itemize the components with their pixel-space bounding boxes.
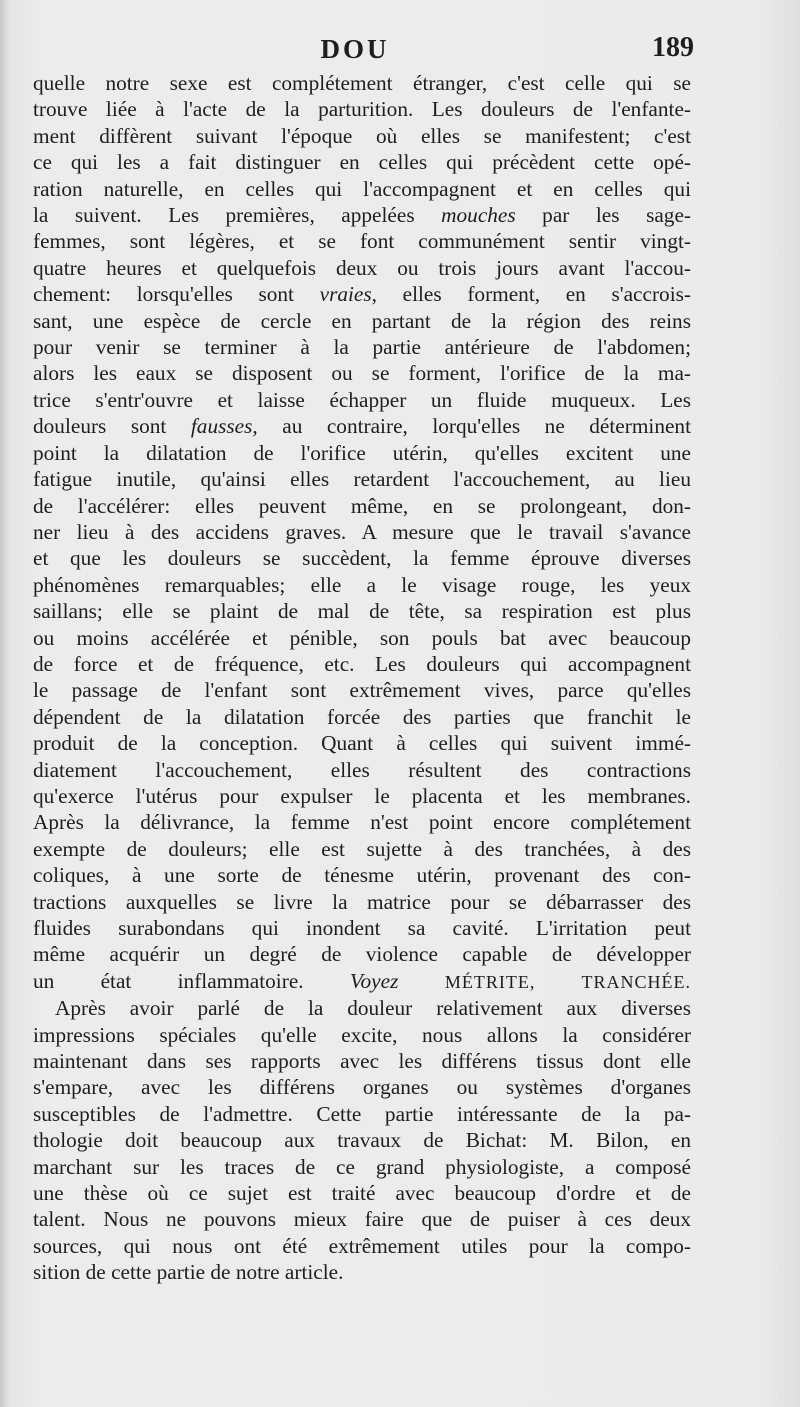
- text-segment: douleurs sont: [33, 414, 191, 439]
- text-line: ration naturelle, en celles qui l'accompagnent et en celles qui: [33, 176, 691, 201]
- text-line: s'empare, avec les différens organes ou systèmes d'organes: [33, 1075, 691, 1100]
- running-head: DOU: [320, 34, 390, 64]
- text-line: femmes, sont légères, et se font communément sentir vingt-: [33, 229, 691, 254]
- text-line: le passage de l'enfant sont extrêmement vives, parce qu'elles: [33, 678, 691, 703]
- voyez-word: Voyez: [349, 968, 399, 993]
- text-segment: chement: lorsqu'elles sont: [33, 282, 320, 307]
- text-segment: la suivent. Les premières, appelées: [33, 203, 442, 228]
- text-line: [33, 202, 691, 228]
- text-line: susceptibles de l'admettre. Cette partie intéressante de la pa-: [33, 1101, 691, 1126]
- text-line: une thèse où ce sujet est traité avec beaucoup d'ordre et de: [33, 1181, 691, 1206]
- text-line: ner lieu à des accidens graves. A mesure que le travail s'avance: [33, 519, 691, 544]
- paragraph-1-last-line: [33, 968, 691, 995]
- text-line: ment diffèrent suivant l'époque où elles se manifestent; c'est: [33, 123, 691, 148]
- text-line: ce qui les a fait distinguer en celles qui précèdent cette opé-: [33, 150, 691, 175]
- text-segment: , elles forment, en s'accrois-: [371, 282, 691, 307]
- cross-reference: MÉTRITE, TRANCHÉE.: [398, 971, 691, 992]
- text-line: sant, une espèce de cercle en partant de la région des reins: [33, 308, 691, 333]
- text-line: talent. Nous ne pouvons mieux faire que de puiser à ces deux: [33, 1207, 691, 1232]
- text-line: phénomènes remarquables; elle a le visage rouge, les yeux: [33, 572, 691, 597]
- text-line: qu'exerce l'utérus pour expulser le placenta et les membranes.: [33, 783, 691, 808]
- text-segment: , au contraire, lorqu'elles ne déterminent: [252, 414, 691, 439]
- text-line: alors les eaux se disposent ou se forment, l'orifice de la ma-: [33, 361, 691, 386]
- text-line: trice s'entr'ouvre et laisse échapper un fluide muqueux. Les: [33, 387, 691, 412]
- text-line: diatement l'accouchement, elles résultent des contractions: [33, 757, 691, 782]
- text-line: pour venir se terminer à la partie antérieure de l'abdomen;: [33, 335, 691, 360]
- text-line: fatigue inutile, qu'ainsi elles retardent l'accouchement, au lieu: [33, 467, 691, 492]
- text-line: même acquérir un degré de violence capable de développer: [33, 942, 691, 967]
- text-line: tractions auxquelles se livre la matrice pour se débarrasser des: [33, 889, 691, 914]
- text-line: sition de cette partie de notre article.: [33, 1260, 344, 1285]
- text-line: de force et de fréquence, etc. Les douleurs qui accompagnent: [33, 651, 691, 676]
- text-line: coliques, à une sorte de ténesme utérin, provenant des con-: [33, 863, 691, 888]
- text-line: thologie doit beaucoup aux travaux de Bichat: M. Bilon, en: [33, 1128, 691, 1153]
- text-line: sources, qui nous ont été extrêmement utiles pour la compo-: [33, 1233, 691, 1258]
- text-line: produit de la conception. Quant à celles qui suivent immé-: [33, 731, 691, 756]
- text-line: quatre heures et quelquefois deux ou trois jours avant l'accou-: [33, 255, 691, 280]
- text-line: et que les douleurs se succèdent, la femme éprouve diverses: [33, 546, 691, 571]
- italic-term: fausses: [190, 414, 253, 439]
- text-line: fluides surabondans qui inondent sa cavité. L'irritation peut: [33, 916, 691, 940]
- paragraph-2: [33, 995, 691, 1285]
- text-segment: par les sage-: [515, 203, 691, 228]
- text-line: quelle notre sexe est complétement étranger, c'est celle qui se: [33, 71, 691, 95]
- text-line: [33, 413, 691, 439]
- text-line: maintenant dans ses rapports avec les différens tissus dont elle: [33, 1049, 691, 1074]
- text-line: [33, 281, 691, 307]
- text-line: exempte de douleurs; elle est sujette à des tranchées, à des: [33, 836, 691, 861]
- text-line: marchant sur les traces de ce grand physiologiste, a composé: [33, 1154, 691, 1179]
- body-text: [33, 70, 691, 1286]
- text-line: ou moins accélérée et pénible, son pouls bat avec beaucoup: [33, 625, 691, 650]
- text-line: saillans; elle se plaint de mal de tête, sa respiration est plus: [33, 599, 691, 624]
- text-line: de l'accélérer: elles peuvent même, en se prolongeant, don-: [33, 493, 691, 518]
- text-line: trouve liée à l'acte de la parturition. Les douleurs de l'enfante-: [33, 97, 691, 122]
- text-line: point la dilatation de l'orifice utérin, qu'elles excitent une: [33, 440, 691, 465]
- text-line: impressions spéciales qu'elle excite, nous allons la considérer: [33, 1022, 691, 1047]
- text-line: Après la délivrance, la femme n'est point encore complétement: [33, 810, 691, 835]
- page-number: 189: [652, 32, 694, 63]
- page-header: [0, 34, 800, 74]
- italic-term: mouches: [441, 203, 516, 228]
- text-line: dépendent de la dilatation forcée des parties que franchit le: [33, 704, 691, 729]
- text-line: Après avoir parlé de la douleur relativement aux diverses: [55, 996, 691, 1021]
- reference-lead: un état inflammatoire.: [33, 968, 350, 993]
- italic-term: vraies: [319, 282, 372, 307]
- paragraph-1: [33, 70, 691, 968]
